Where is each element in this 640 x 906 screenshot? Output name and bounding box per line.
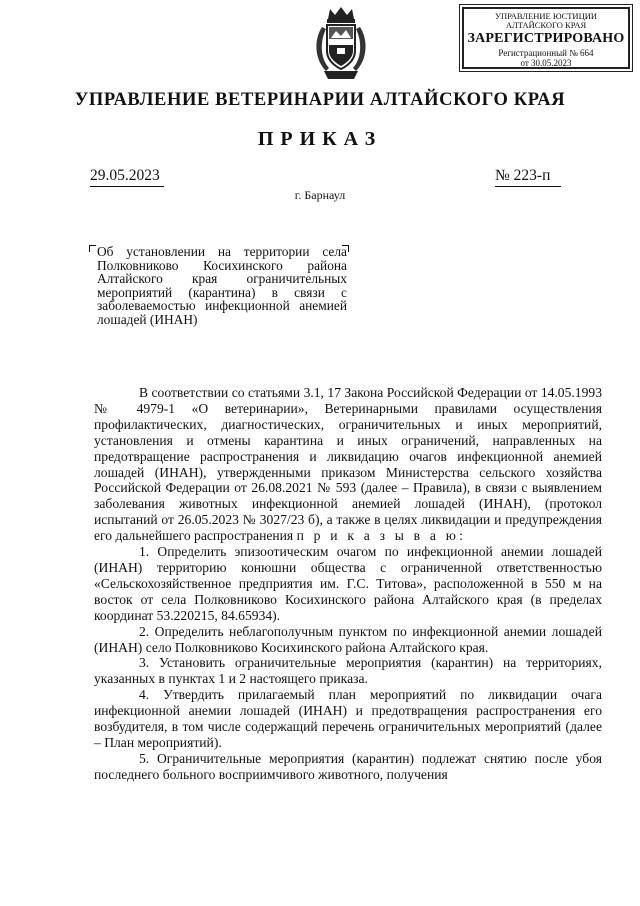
preamble-text: В соответствии со статьями 3.1, 17 Закона Российской Федерации от 14.05.1993 № 4979-1 «О ветеринарии», Ветеринарными правилами осуществления профилактических, диагностических, ограничительных и иных мероприятий, установления и отмены карантина и иных ограничений, направленных на предотвращение распространения и ликвидацию очагов инфекционной анемией лошадей (ИНАН), утвержденными приказом Министерства сельского хозяйства Российской Федерации от 26.08.2021 № 593 (далее – Правила), в связи с выявлением заболевания животных инфекционной анемией лошадей (ИНАН), (протокол испытаний от 26.05.2023 № 3027/23 б), а также в целях ликвидации и предупреждения его дальнейшего распространения [94, 385, 602, 544]
document-subject: Об установлении на территории села Полковниково Косихинского района Алтайского края ограничительных мероприятий (карантина) в связи с заболеваемостью инфекционной анемией лошадей (ИНАН) [97, 244, 347, 327]
stamp-reg-number: Регистрационный № 664 [498, 48, 594, 58]
document-date: 29.05.2023 [90, 167, 164, 187]
item-paragraph-3: 3. Установить ограничительные мероприятия (карантин) на территориях, указанных в пунктах 1 и 2 настоящего приказа. [94, 655, 602, 687]
registration-stamp [462, 7, 630, 69]
stamp-status: ЗАРЕГИСТРИРОВАНО [467, 31, 625, 46]
item-paragraph-5: 5. Ограничительные мероприятия (карантин) подлежат снятию после убоя последнего больного восприимчивого животного, получения [94, 750, 602, 782]
organization-title: УПРАВЛЕНИЕ ВЕТЕРИНАРИИ АЛТАЙСКОГО КРАЯ [74, 90, 566, 110]
stamp-line2: АЛТАЙСКОГО КРАЯ [505, 20, 587, 30]
document-number: № 223-п [495, 167, 561, 187]
document-body [94, 385, 602, 783]
subject-bracket-left [89, 245, 96, 252]
item-paragraph-2: 2. Определить неблагополучным пунктом по инфекционной анемии лошадей (ИНАН) село Полковниково Косихинского района Алтайского края. [94, 623, 602, 655]
item-paragraph-1: 1. Определить эпизоотическим очагом по инфекционной анемии лошадей (ИНАН) территорию конюшни общества с ограниченной ответственностью «Сельскохозяйственное предприятия им. Г.С. Титова», расположенной в 550 м на восток от села Полковниково Косихинского района Алтайского края (в пределах координат 53.220215, 84.65934). [94, 544, 602, 623]
document-city: г. Барнаул [294, 188, 346, 202]
document-type: ПРИКАЗ [257, 128, 383, 150]
coat-of-arms-icon [312, 5, 370, 83]
stamp-reg-date: от 30.05.2023 [520, 58, 572, 68]
item-paragraph-4: 4. Утвердить прилагаемый план мероприятий по ликвидации очага инфекционной анемии лошадей (ИНАН) и предотвращения распространения его возбудителя, в том числе содержащий перечень ограничительных мероприятий (далее – План мероприятий). [94, 687, 602, 750]
preamble-paragraph [94, 385, 602, 544]
order-word: п р и к а з ы в а ю: [296, 528, 467, 544]
stamp-line1: УПРАВЛЕНИЕ ЮСТИЦИИ [495, 11, 597, 21]
